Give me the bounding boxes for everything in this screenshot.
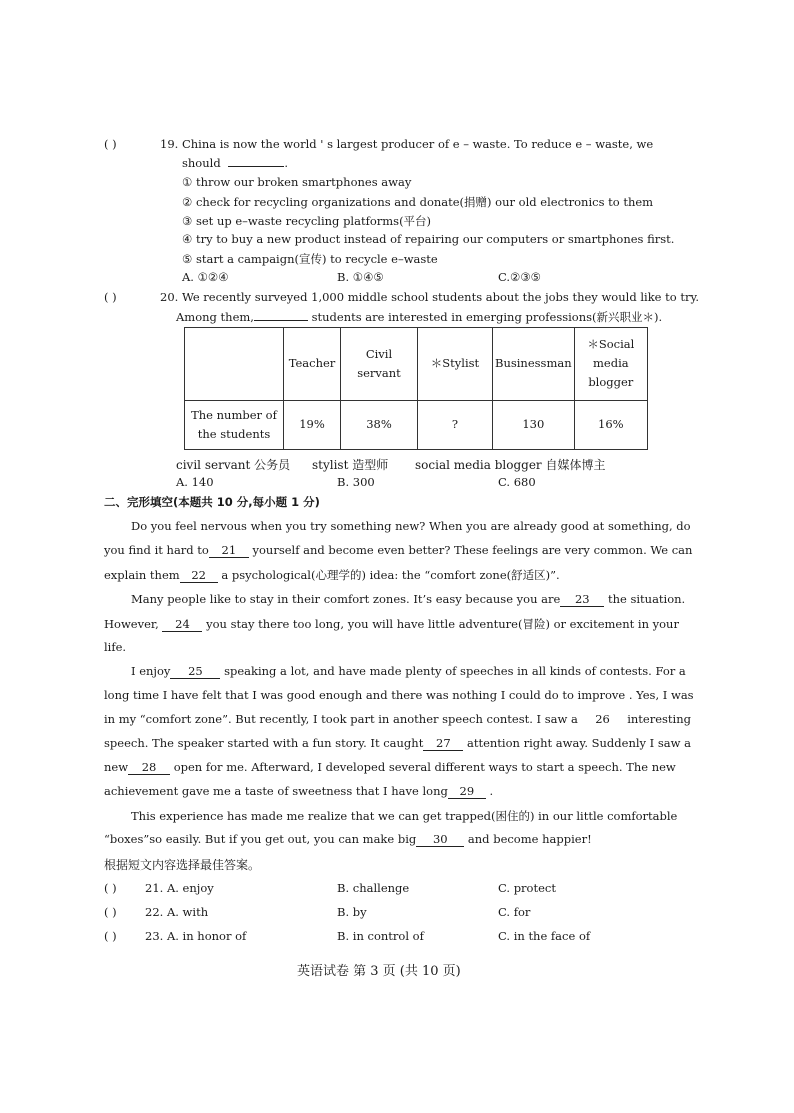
- q19-option-5: ⑤ start a campaign(宣传) to recycle e–waste: [182, 252, 438, 266]
- cloze-blank-28[interactable]: 28: [128, 760, 170, 775]
- p4-line1: This experience has made me realize that we can get trapped(困住的) in our little comfortable: [131, 809, 678, 823]
- p4-line2-a: “boxes”so easily. But if you get out, you can make big: [104, 832, 417, 846]
- cloze-blank-23[interactable]: 23: [560, 592, 604, 607]
- table-header-cell: ＊Social media blogger: [574, 328, 647, 401]
- q21-choice-a[interactable]: 21. A. enjoy: [145, 881, 214, 895]
- glossary-stylist: stylist 造型师: [312, 458, 389, 472]
- p2-line1-b: the situation.: [607, 592, 686, 606]
- q20-choice-c[interactable]: C. 680: [498, 475, 536, 489]
- p2-line3: life.: [104, 640, 127, 654]
- p3-line1: [131, 664, 686, 679]
- p1-line2-b: yourself and become even better? These feelings are very common. We can: [252, 543, 693, 557]
- p3-line3: [104, 712, 691, 726]
- p3-line1-a: I enjoy: [131, 664, 171, 678]
- q19-answer-blank[interactable]: [228, 166, 284, 167]
- q22-bracket[interactable]: ( ): [104, 905, 117, 919]
- q23-bracket[interactable]: ( ): [104, 929, 117, 943]
- q23-choice-b[interactable]: B. in control of: [337, 929, 424, 943]
- q19-option-2: ② check for recycling organizations and donate(捐赠) our old electronics to them: [182, 195, 654, 209]
- cloze-blank-25[interactable]: 25: [170, 664, 220, 679]
- q19-option-4: ④ try to buy a new product instead of repairing our computers or smartphones first.: [182, 232, 675, 246]
- table-cell: 19%: [284, 400, 341, 449]
- cloze-blank-22[interactable]: 22: [180, 568, 218, 583]
- table-row-label: The number of the students: [185, 400, 284, 449]
- section-title: 二、完形填空(本题共 10 分,每小题 1 分): [104, 495, 320, 509]
- q22-choice-a[interactable]: 22. A. with: [145, 905, 209, 919]
- p1-line3-b: a psychological(心理学的) idea: the “comfort zone(舒适区)”.: [221, 568, 560, 582]
- q22-choice-b[interactable]: B. by: [337, 905, 367, 919]
- q20-stem-text-a: Among them,: [176, 310, 254, 324]
- p3-line4-b: attention right away. Suddenly I saw a: [466, 736, 691, 750]
- q20-bracket[interactable]: ( ): [104, 290, 117, 304]
- glossary-blogger: social media blogger 自媒体博主: [415, 458, 606, 472]
- cloze-blank-27[interactable]: 27: [423, 736, 463, 751]
- q19-choice-a[interactable]: A. ①②④: [182, 270, 229, 284]
- p2-line1: [131, 592, 685, 607]
- q21-choice-b[interactable]: B. challenge: [337, 881, 410, 895]
- q19-stem-line2: [182, 156, 288, 170]
- table-header-row: [185, 328, 648, 401]
- table-row: [185, 400, 648, 449]
- q22-choice-c[interactable]: C. for: [498, 905, 531, 919]
- page-footer: 英语试卷 第 3 页 (共 10 页): [297, 964, 461, 979]
- p1-line2: [104, 543, 692, 558]
- q19-stem-line1: 19. China is now the world ' s largest producer of e – waste. To reduce e – waste, we: [160, 137, 654, 151]
- q19-bracket[interactable]: ( ): [104, 137, 117, 151]
- cloze-blank-21[interactable]: 21: [209, 543, 249, 558]
- table-header-cell: ＊Stylist: [418, 328, 493, 401]
- p3-line4: [104, 736, 691, 751]
- p3-line3-b: interesting: [627, 712, 691, 726]
- p1-line1: Do you feel nervous when you try something new? When you are already good at something, do: [131, 519, 691, 533]
- cloze-blank-24[interactable]: 24: [162, 617, 202, 632]
- p2-line2: [104, 616, 679, 632]
- cloze-blank-26[interactable]: 26: [595, 712, 610, 726]
- table-header-cell: [185, 328, 284, 401]
- q20-stem-line1: 20. We recently surveyed 1,000 middle school students about the jobs they would like to try.: [160, 290, 700, 304]
- q23-choice-c[interactable]: C. in the face of: [498, 929, 591, 943]
- q19-choice-b[interactable]: B. ①④⑤: [337, 270, 384, 284]
- table-cell: 38%: [341, 400, 418, 449]
- cloze-blank-29[interactable]: 29: [448, 784, 486, 799]
- p3-line3-a: in my “comfort zone”. But recently, I took part in another speech contest. I saw a: [104, 712, 578, 726]
- q23-choice-a[interactable]: 23. A. in honor of: [145, 929, 247, 943]
- q19-stem-end: .: [284, 156, 288, 170]
- q19-stem-text: should: [182, 156, 221, 170]
- p3-line6-b: .: [489, 784, 494, 798]
- q20-stem-line2: [176, 309, 662, 325]
- q20-answer-blank[interactable]: [254, 320, 308, 321]
- q21-choice-c[interactable]: C. protect: [498, 881, 556, 895]
- cloze-blank-30[interactable]: 30: [416, 832, 464, 847]
- p2-line1-a: Many people like to stay in their comfort zones. It’s easy because you are: [131, 592, 561, 606]
- p4-line2: [104, 832, 592, 847]
- p1-line3: [104, 567, 560, 583]
- p2-line2-a: However,: [104, 617, 159, 631]
- q20-choice-b[interactable]: B. 300: [337, 475, 375, 489]
- table-cell: 16%: [574, 400, 647, 449]
- p3-line2: long time I have felt that I was good enough and there was nothing I could do to improve . Yes, I was: [104, 688, 694, 702]
- table-cell: ?: [418, 400, 493, 449]
- instruction: 根据短文内容选择最佳答案。: [104, 858, 261, 872]
- p3-line4-a: speech. The speaker started with a fun story. It caught: [104, 736, 424, 750]
- p4-line2-b: and become happier!: [467, 832, 592, 846]
- table-header-cell: Businessman: [493, 328, 575, 401]
- p1-line2-a: you find it hard to: [104, 543, 209, 557]
- p2-line2-b: you stay there too long, you will have little adventure(冒险) or excitement in your: [206, 617, 679, 631]
- q19-option-1: ① throw our broken smartphones away: [182, 175, 412, 189]
- q20-stem-text-b: students are interested in emerging professions(新兴职业＊).: [311, 310, 663, 324]
- table-cell: 130: [493, 400, 575, 449]
- p3-line5: [104, 760, 676, 775]
- p3-line1-b: speaking a lot, and have made plenty of speeches in all kinds of contests. For a: [224, 664, 686, 678]
- p3-line6-a: achievement gave me a taste of sweetness that I have long: [104, 784, 448, 798]
- q20-choice-a[interactable]: A. 140: [176, 475, 214, 489]
- p1-line3-a: explain them: [104, 568, 180, 582]
- table-header-cell: Civil servant: [341, 328, 418, 401]
- q19-option-3: ③ set up e–waste recycling platforms(平台): [182, 214, 432, 228]
- table-header-cell: Teacher: [284, 328, 341, 401]
- q21-bracket[interactable]: ( ): [104, 881, 117, 895]
- glossary-civil-servant: civil servant 公务员: [176, 458, 291, 472]
- survey-table: [184, 327, 648, 450]
- p3-line5-b: open for me. Afterward, I developed several different ways to start a speech. The new: [173, 760, 676, 774]
- p3-line5-a: new: [104, 760, 129, 774]
- q19-choice-c[interactable]: C.②③⑤: [498, 270, 541, 284]
- p3-line6: [104, 784, 493, 799]
